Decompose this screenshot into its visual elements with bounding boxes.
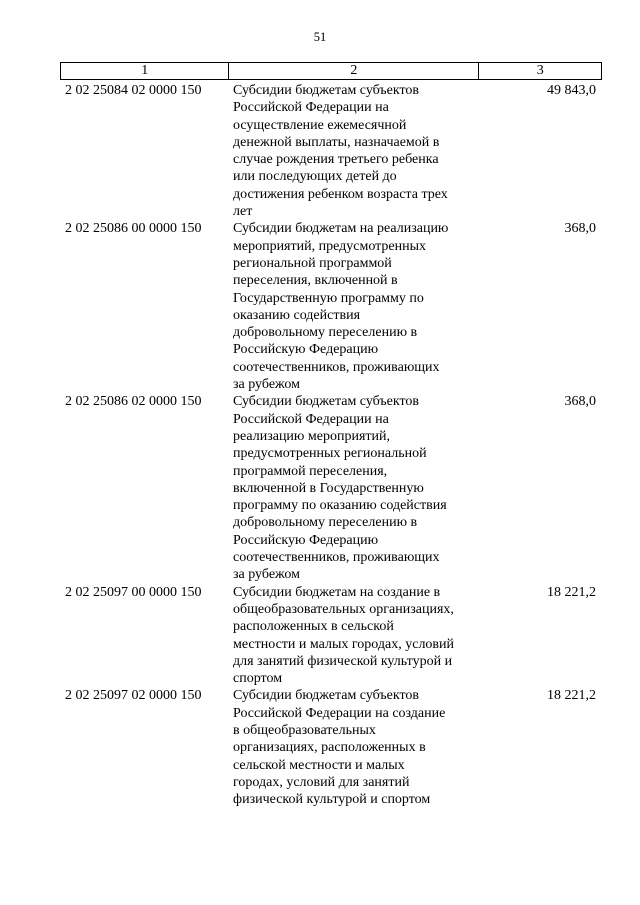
row-amount: 368,0: [564, 221, 596, 237]
page-number: 51: [313, 30, 327, 44]
row-amount: 49 843,0: [547, 83, 596, 98]
budget-code: 2 02 25086 00 0000 150: [65, 221, 202, 237]
row-amount: 18 221,2: [547, 688, 596, 704]
table-row: [60, 687, 602, 808]
budget-code: 2 02 25086 02 0000 150: [65, 394, 202, 410]
row-description: Субсидии бюджетам субъектов Российской Федерации на создание в общеобразовательных организациях, расположенных в сельской местности и малых городах, условий для занятий физической культурой и спортом: [233, 688, 446, 808]
table-row: [60, 584, 602, 688]
table-body: [60, 82, 602, 808]
table-row: [60, 82, 602, 220]
row-description: Субсидии бюджетам субъектов Российской Федерации на осуществление ежемесячной денежной выплаты, назначаемой в случае рождения третьего ребенка или последующих детей до достижения ребенком возраста трех лет: [233, 83, 448, 220]
row-description: Субсидии бюджетам на реализацию мероприятий, предусмотренных региональной программой переселения, включенной в Государственную программу по оказанию содействия добровольному переселению в Российскую Федерацию соотечественников, проживающих за рубежом: [233, 221, 449, 393]
row-description: Субсидии бюджетам на создание в общеобразовательных организациях, расположенных в сельской местности и малых городах, условий для занятий физической культурой и спортом: [233, 584, 455, 687]
table-row: [60, 393, 602, 583]
row-amount: 18 221,2: [547, 584, 596, 600]
column-header-3: 3: [536, 63, 544, 78]
budget-code: 2 02 25097 02 0000 150: [65, 688, 202, 704]
budget-code: 2 02 25097 00 0000 150: [65, 584, 202, 600]
row-amount: 368,0: [564, 394, 596, 410]
column-header-2: 2: [229, 63, 479, 79]
column-header-1: 1: [61, 63, 229, 79]
table-row: [60, 220, 602, 393]
table-header: [60, 62, 602, 80]
row-description: Субсидии бюджетам субъектов Российской Федерации на реализацию мероприятий, предусмотренных региональной программой переселения, включенной в Государственную программу по оказанию содействия добровольному переселению в Российскую Федерацию соотечественников, проживающих за рубежом: [233, 394, 447, 583]
budget-code: 2 02 25084 02 0000 150: [65, 83, 202, 98]
